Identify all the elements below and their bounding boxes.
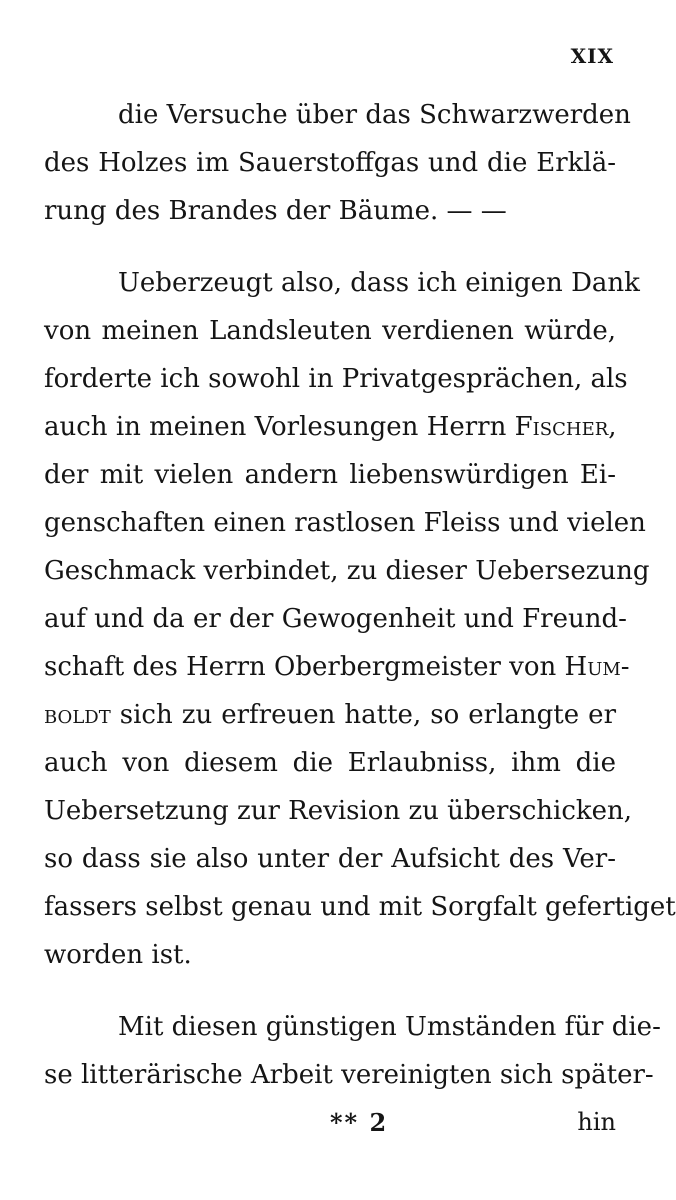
text-line: des Holzes im Sauerstoffgas und die Erklä-	[44, 148, 616, 178]
name-hum: Hum-	[564, 652, 630, 682]
text-line: se litterärische Arbeit vereinigten sich später-	[44, 1060, 654, 1090]
text-fragment: sich zu erfreuen hatte, so erlangte er	[110, 700, 616, 730]
page-number: XIX	[570, 44, 614, 68]
name-boldt: boldt	[44, 700, 111, 730]
text-line: Uebersetzung zur Revision zu überschicken,	[44, 796, 633, 826]
text-line: so dass sie also unter der Aufsicht des Ver-	[44, 844, 616, 874]
name-fischer: Fischer	[514, 412, 609, 442]
text-line	[44, 698, 616, 732]
signature-mark: ** 2	[330, 1108, 389, 1137]
text-line: worden ist.	[44, 940, 192, 970]
text-line: auf und da er der Gewogenheit und Freund-	[44, 604, 627, 634]
text-line: auch von diesem die Erlaubniss, ihm die	[44, 748, 616, 778]
paragraph-first-line: Ueberzeugt also, dass ich einigen Dank	[118, 268, 640, 298]
page-footer	[44, 1108, 616, 1142]
catchword: hin	[577, 1108, 616, 1136]
paragraph-first-line: Mit diesen günstigen Umständen für die-	[118, 1012, 661, 1042]
text-fragment: schaft des Herrn Oberbergmeister von	[44, 652, 565, 682]
text-line: die Versuche über das Schwarzwerden	[118, 100, 631, 130]
text-line: genschaften einen rastlosen Fleiss und vielen	[44, 508, 646, 538]
text-line: fassers selbst genau und mit Sorgfalt gefertiget	[44, 892, 676, 922]
text-fragment: ,	[608, 412, 617, 442]
text-line	[44, 650, 630, 684]
text-fragment: auch in meinen Vorlesungen Herrn	[44, 412, 515, 442]
text-line	[44, 410, 616, 444]
text-line: von meinen Landsleuten verdienen würde,	[44, 316, 616, 346]
text-line: forderte ich sowohl in Privatgesprächen, als	[44, 364, 628, 394]
text-line: rung des Brandes der Bäume. — —	[44, 196, 507, 226]
text-line: der mit vielen andern liebenswürdigen Ei-	[44, 460, 616, 490]
text-line: Geschmack verbindet, zu dieser Uebersezung	[44, 556, 650, 586]
